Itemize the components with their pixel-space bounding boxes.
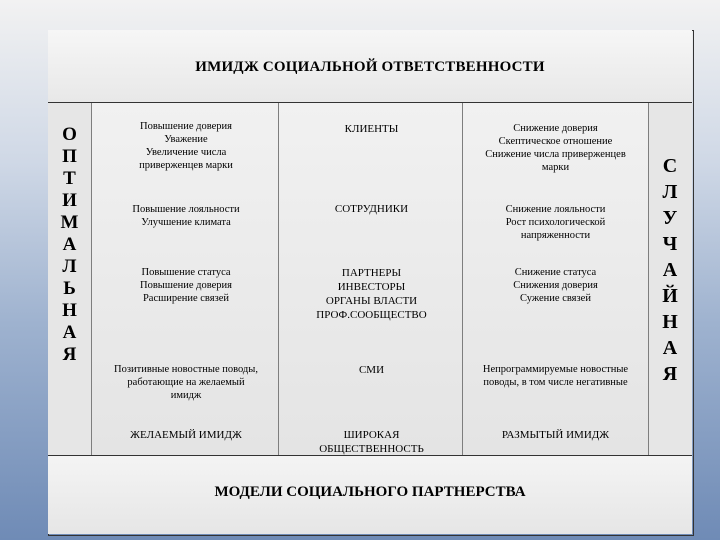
vertical-letter: С — [662, 155, 678, 177]
table-cell-random-partners — [463, 266, 648, 305]
cell-line: Рост психологической — [505, 217, 606, 228]
vertical-letter: Й — [662, 285, 678, 307]
cell-line: Повышение статуса — [141, 267, 231, 278]
table-cell-random-clients — [463, 122, 648, 174]
vertical-letter: М — [60, 212, 79, 233]
cell-line: РАЗМЫТЫЙ ИМИДЖ — [501, 429, 610, 441]
vertical-letter: Н — [62, 300, 77, 321]
vertical-letter: И — [62, 190, 77, 211]
vertical-letter: А — [62, 322, 77, 343]
vertical-letter: Л — [662, 181, 678, 203]
table-cell-optimal-clients — [92, 120, 280, 172]
cell-line: ЖЕЛАЕМЫЙ ИМИДЖ — [130, 429, 242, 441]
vertical-word-right — [648, 153, 692, 387]
table-cell-public — [279, 428, 464, 456]
vertical-letter: А — [62, 234, 77, 255]
cell-line: Повышение лояльности — [132, 204, 240, 215]
vertical-word-left — [48, 124, 91, 366]
cell-line: Снижение доверия — [513, 123, 598, 134]
cell-line: ОРГАНЫ ВЛАСТИ — [325, 295, 418, 307]
cell-line: поводы, в том числе негативные — [483, 377, 628, 388]
cell-line: ОБЩЕСТВЕННОСТЬ — [319, 443, 424, 455]
cell-line: марки — [541, 162, 570, 173]
vertical-letter: Л — [62, 256, 77, 277]
table-cell-random-employees — [463, 203, 648, 242]
vertical-letter: А — [662, 337, 678, 359]
column-stakeholders — [278, 103, 465, 455]
cell-line: ПАРТНЕРЫ — [341, 267, 402, 279]
cell-line: СМИ — [358, 364, 385, 376]
cell-line: Расширение связей — [142, 293, 230, 304]
table-cell-random-media — [463, 363, 648, 389]
column-optimal — [91, 103, 281, 455]
table-cell-optimal-media — [92, 363, 280, 402]
cell-line: Снижения доверия — [513, 280, 598, 291]
partnership-table — [48, 103, 692, 456]
cell-line: ПРОФ.СООБЩЕСТВО — [316, 309, 427, 321]
slide-footer — [48, 456, 692, 534]
table-cell-optimal-employees — [92, 203, 280, 229]
table-cell-optimal-partners — [92, 266, 280, 305]
cell-line: приверженцев марки — [139, 160, 233, 171]
vertical-letter: Ч — [662, 233, 678, 255]
vertical-letter: У — [662, 207, 678, 229]
table-cell-partners — [279, 266, 464, 322]
cell-line: Скептическое отношение — [498, 136, 613, 147]
table-cell-media — [279, 363, 464, 377]
table-cell-random-public — [463, 428, 648, 442]
cell-line: работающие на желаемый — [127, 377, 245, 388]
vertical-letter: П — [62, 146, 77, 167]
cell-line: Повышение доверия — [140, 121, 232, 132]
cell-line: Уважение — [164, 134, 208, 145]
vertical-letter: Т — [63, 168, 76, 189]
vertical-letter: А — [662, 259, 678, 281]
vertical-letter: О — [62, 124, 77, 145]
cell-line: Непрограммируемые новостные — [482, 364, 629, 375]
cell-line: Увеличение числа — [145, 147, 227, 158]
cell-line: Улучшение климата — [141, 217, 231, 228]
vertical-letter: Ь — [63, 278, 76, 299]
cell-line: Снижение числа приверженцев — [485, 149, 626, 160]
table-cell-optimal-public — [92, 428, 280, 442]
cell-line: СОТРУДНИКИ — [334, 203, 409, 215]
slide-title: ИМИДЖ СОЦИАЛЬНОЙ ОТВЕТСТВЕННОСТИ — [195, 59, 545, 75]
cell-line: Снижение статуса — [514, 267, 597, 278]
footer-title: МОДЕЛИ СОЦИАЛЬНОГО ПАРТНЕРСТВА — [214, 484, 526, 500]
cell-line: Повышение доверия — [140, 280, 232, 291]
cell-line: ШИРОКАЯ — [343, 429, 400, 441]
cell-line: напряженности — [520, 230, 591, 241]
column-random — [462, 103, 649, 455]
cell-line: Позитивные новостные поводы, — [114, 364, 258, 375]
cell-line: Сужение связей — [520, 293, 591, 304]
vertical-letter: Я — [62, 344, 77, 365]
cell-line: КЛИЕНТЫ — [344, 123, 399, 135]
cell-line: ИНВЕСТОРЫ — [337, 281, 406, 293]
vertical-letter: Н — [662, 311, 678, 333]
vertical-letter: Я — [662, 363, 678, 385]
cell-line: Снижение лояльности — [505, 204, 606, 215]
table-cell-clients — [279, 122, 464, 136]
table-cell-employees — [279, 202, 464, 216]
cell-line: имидж — [170, 390, 202, 401]
slide-header — [48, 30, 692, 103]
